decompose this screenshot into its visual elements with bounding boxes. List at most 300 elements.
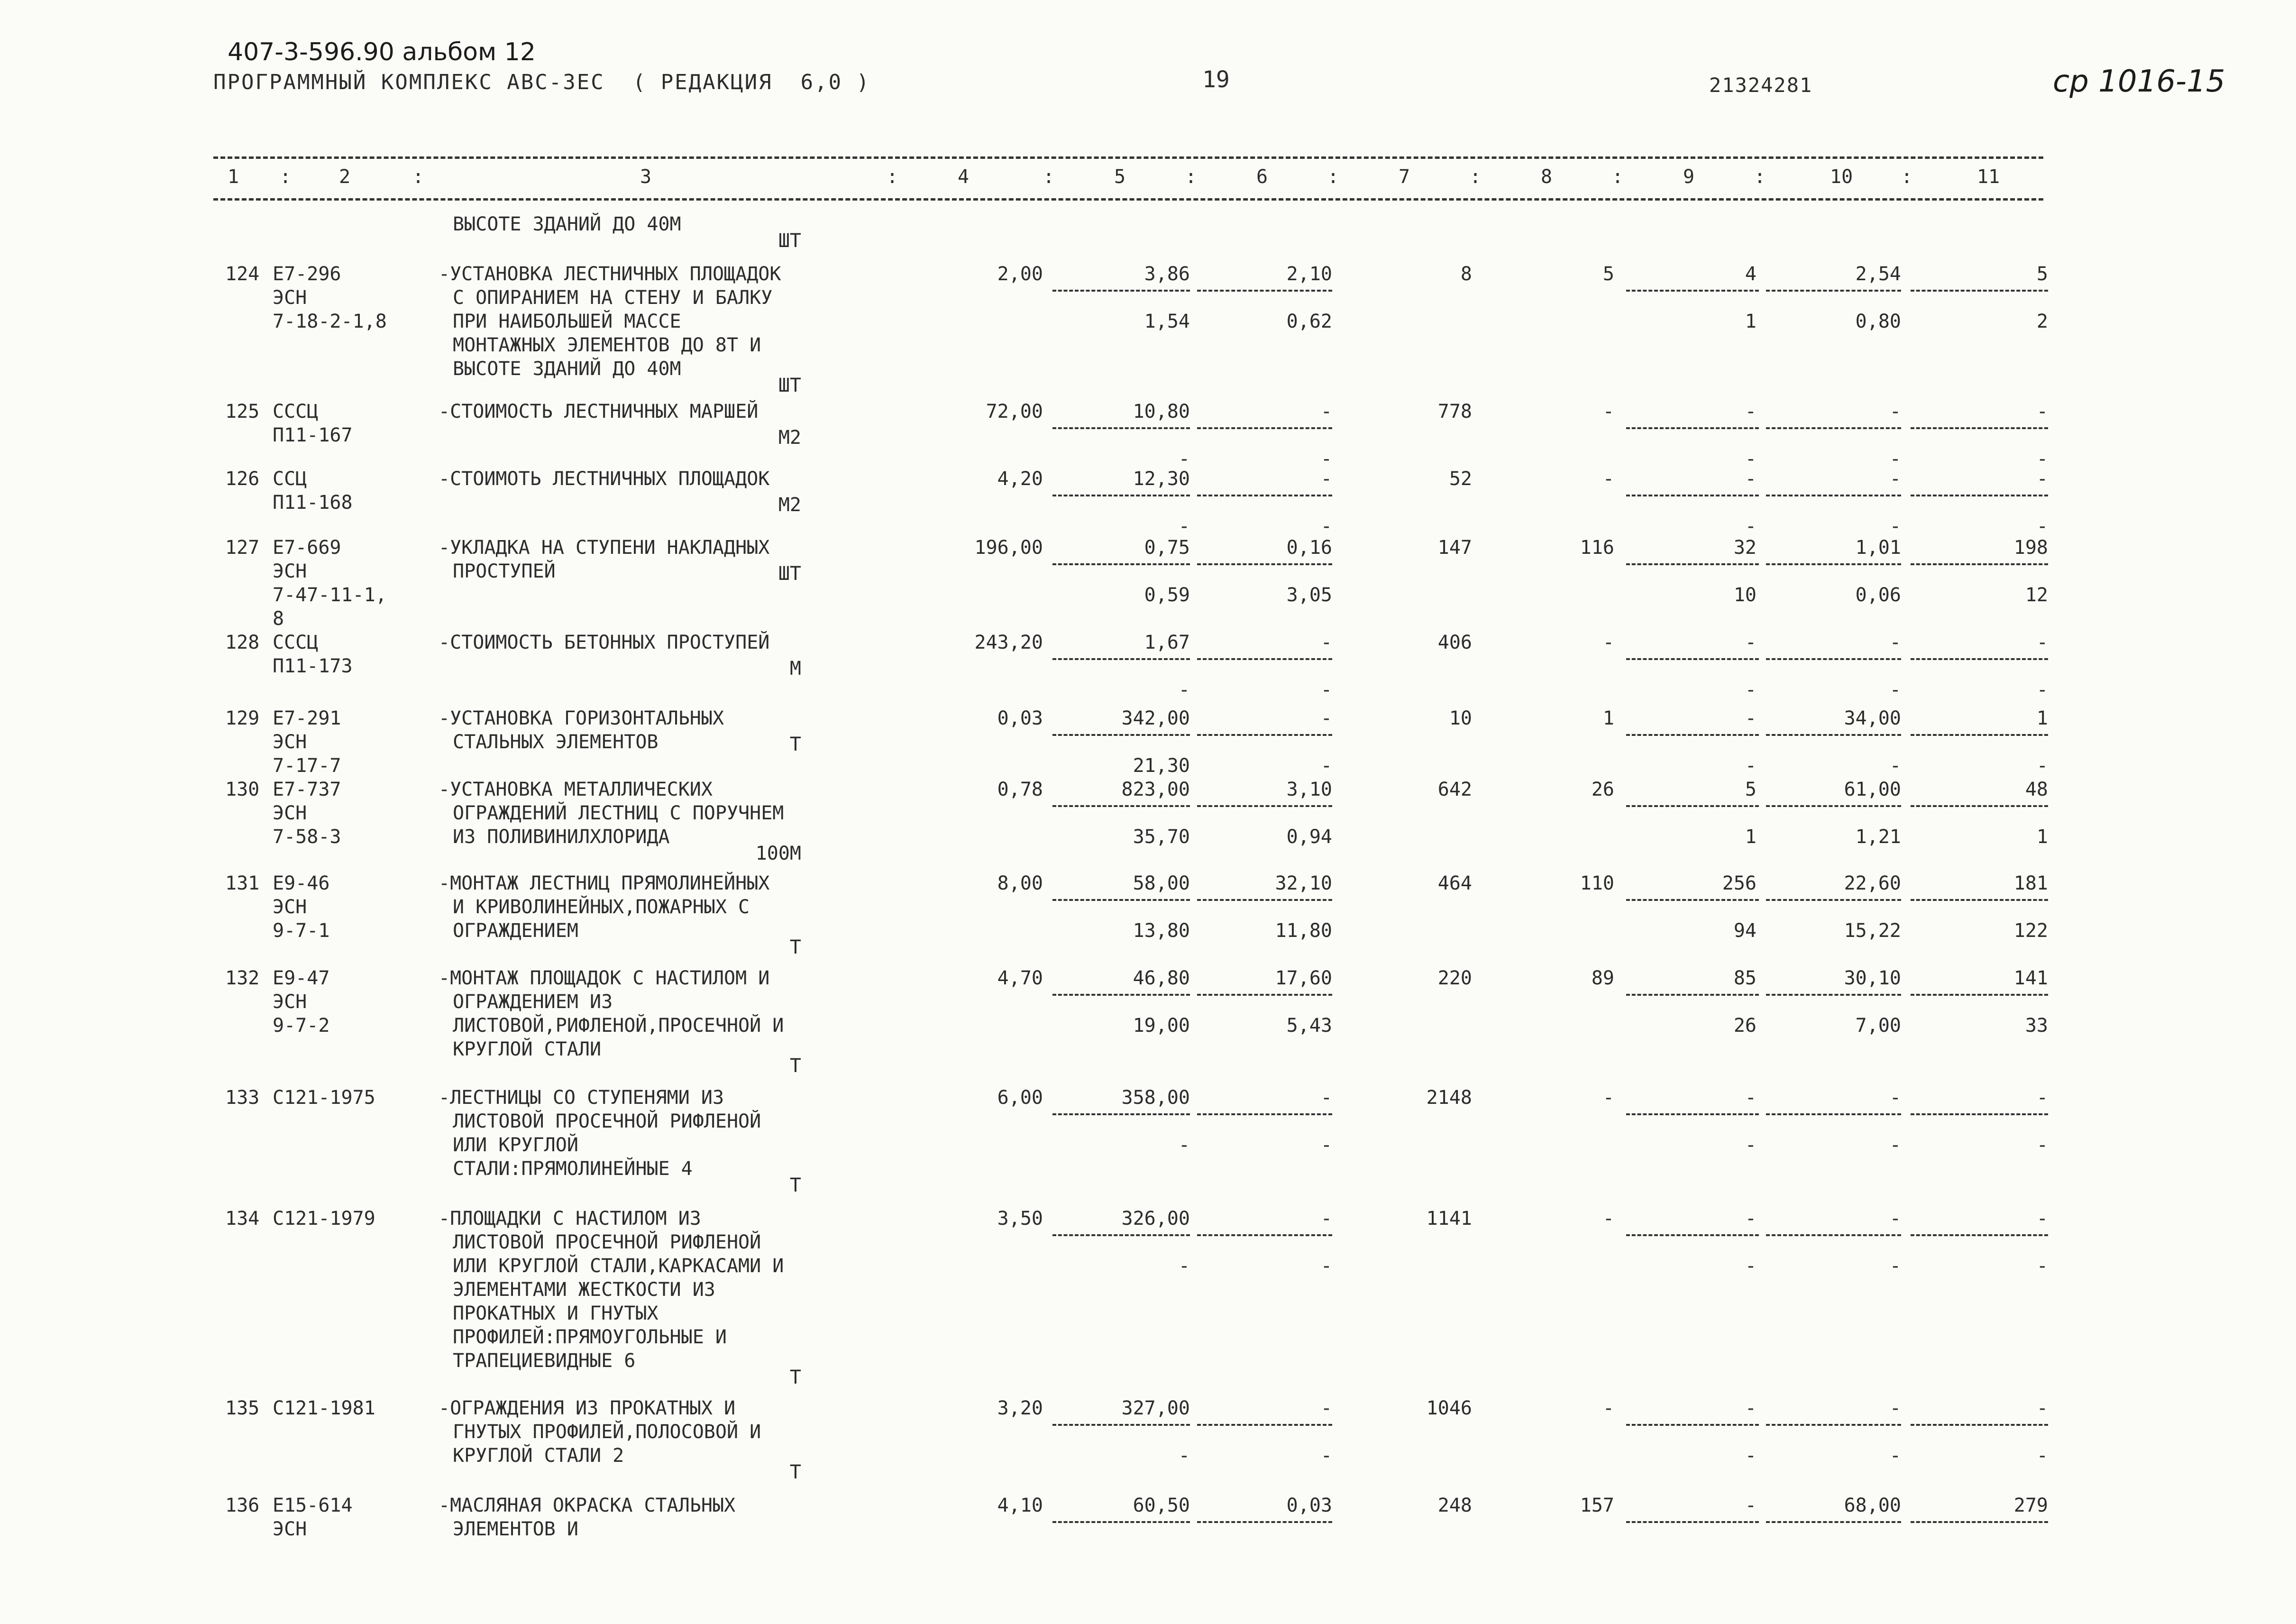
row-description: КРУГЛОЙ СТАЛИ bbox=[453, 1038, 602, 1060]
row-subvalue-c9b: - bbox=[1745, 1445, 1756, 1467]
row-description: -МОНТАЖ ПЛОЩАДОК С НАСТИЛОМ И bbox=[439, 967, 770, 989]
row-number: 124 bbox=[225, 263, 260, 285]
row-value-c8: 5 bbox=[1602, 263, 1614, 285]
cell-divider-dashes bbox=[1911, 563, 2048, 565]
row-subvalue-c11b: 122 bbox=[2013, 920, 2048, 942]
cell-divider-dashes bbox=[1626, 658, 1759, 660]
row-value-c5: 326,00 bbox=[1121, 1208, 1190, 1229]
row-description: ИЗ ПОЛИВИНИЛХЛОРИДА bbox=[453, 826, 670, 848]
row-value-c7: 2148 bbox=[1426, 1087, 1472, 1109]
cell-divider-dashes bbox=[1052, 1424, 1190, 1426]
row-value-c8: 157 bbox=[1580, 1495, 1614, 1516]
row-subvalue-c5b: 0,59 bbox=[1144, 584, 1190, 606]
cell-divider-dashes bbox=[1626, 899, 1759, 901]
row-value-c10: 68,00 bbox=[1844, 1495, 1901, 1516]
row-subvalue-c11b: - bbox=[2036, 755, 2048, 777]
row-description: ОГРАЖДЕНИЕМ bbox=[453, 920, 578, 942]
row-subvalue-c9b: - bbox=[1745, 679, 1756, 701]
row-value-c4: 72,00 bbox=[986, 401, 1043, 422]
cell-divider-dashes bbox=[1052, 290, 1190, 292]
row-unit: Т bbox=[789, 734, 801, 755]
row-value-c11: 279 bbox=[2013, 1495, 2048, 1516]
row-value-c11: 5 bbox=[2036, 263, 2048, 285]
row-description: ЭЛЕМЕНТАМИ ЖЕСТКОСТИ ИЗ bbox=[453, 1279, 715, 1301]
row-value-c4: 6,00 bbox=[997, 1087, 1043, 1109]
row-subvalue-c5b: - bbox=[1178, 448, 1190, 470]
cell-divider-dashes bbox=[1197, 563, 1332, 565]
row-subvalue-c5b: 19,00 bbox=[1133, 1015, 1190, 1037]
row-number: 125 bbox=[225, 401, 260, 422]
row-value-c5: 327,00 bbox=[1121, 1397, 1190, 1419]
row-subvalue-c6b: 11,80 bbox=[1275, 920, 1332, 942]
row-description: ПРОСТУПЕЙ bbox=[453, 560, 556, 582]
row-code: 9-7-2 bbox=[273, 1015, 330, 1037]
row-description: ОГРАЖДЕНИЕМ ИЗ bbox=[453, 991, 613, 1013]
cell-divider-dashes bbox=[1197, 1113, 1332, 1115]
cell-divider-dashes bbox=[1626, 1521, 1759, 1523]
cell-divider-dashes bbox=[1052, 1521, 1190, 1523]
row-subvalue-c9b: - bbox=[1745, 1134, 1756, 1156]
row-subvalue-c9b: - bbox=[1745, 755, 1756, 777]
row-subvalue-c11b: 2 bbox=[2036, 311, 2048, 332]
cell-divider-dashes bbox=[1911, 658, 2048, 660]
row-unit: ШТ bbox=[778, 375, 801, 396]
row-subvalue-c9b: - bbox=[1745, 1255, 1756, 1277]
row-subvalue-c6b: 0,94 bbox=[1286, 826, 1332, 848]
row-value-c8: 1 bbox=[1602, 707, 1614, 729]
row-value-c7: 10 bbox=[1449, 707, 1472, 729]
cell-divider-dashes bbox=[1197, 899, 1332, 901]
cell-divider-dashes bbox=[1626, 805, 1759, 807]
row-description: С ОПИРАНИЕМ НА СТЕНУ И БАЛКУ bbox=[453, 287, 773, 309]
row-value-c7: 1141 bbox=[1426, 1208, 1472, 1229]
row-subvalue-c11b: - bbox=[2036, 1445, 2048, 1467]
row-value-c10: 34,00 bbox=[1844, 707, 1901, 729]
col-separator: : bbox=[1185, 166, 1197, 188]
row-description: ОГРАЖДЕНИЙ ЛЕСТНИЦ С ПОРУЧНЕМ bbox=[453, 802, 784, 824]
row-value-c5: 342,00 bbox=[1121, 707, 1190, 729]
row-value-c10: 1,01 bbox=[1855, 537, 1901, 559]
row-value-c11: 181 bbox=[2013, 872, 2048, 894]
row-value-c10: 2,54 bbox=[1855, 263, 1901, 285]
col-separator: : bbox=[1327, 166, 1339, 188]
row-unit: Т bbox=[789, 1055, 801, 1077]
cell-divider-dashes bbox=[1626, 563, 1759, 565]
row-subvalue-c5b: - bbox=[1178, 1134, 1190, 1156]
row-subvalue-c5b: - bbox=[1178, 679, 1190, 701]
row-value-c11: 1 bbox=[2036, 707, 2048, 729]
row-subvalue-c6b: - bbox=[1320, 1134, 1332, 1156]
cell-divider-dashes bbox=[1911, 734, 2048, 736]
col-header-4: 4 bbox=[958, 166, 970, 188]
row-value-c10: - bbox=[1889, 1087, 1901, 1109]
cell-divider-dashes bbox=[1197, 994, 1332, 996]
row-code: СССЦ bbox=[273, 632, 319, 653]
cell-divider-dashes bbox=[1911, 994, 2048, 996]
row-value-c6: - bbox=[1320, 1208, 1332, 1229]
row-code: С121-1979 bbox=[273, 1208, 375, 1229]
row-code: Е7-737 bbox=[273, 779, 341, 800]
row-description: -УСТАНОВКА МЕТАЛЛИЧЕСКИХ bbox=[439, 779, 713, 800]
row-value-c5: 823,00 bbox=[1121, 779, 1190, 800]
row-subvalue-c9b: - bbox=[1745, 515, 1756, 537]
row-subvalue-c9b: 26 bbox=[1733, 1015, 1756, 1037]
row-code: 7-58-3 bbox=[273, 826, 341, 848]
row-code: СССЦ bbox=[273, 401, 319, 422]
row-code: П11-173 bbox=[273, 655, 353, 677]
row-value-c11: - bbox=[2036, 1397, 2048, 1419]
row-value-c10: - bbox=[1889, 632, 1901, 653]
cell-divider-dashes bbox=[1911, 290, 2048, 292]
row-description: -СТОИМОСТЬ БЕТОННЫХ ПРОСТУПЕЙ bbox=[439, 632, 770, 653]
row-value-c9: - bbox=[1745, 707, 1756, 729]
row-value-c7: 1046 bbox=[1426, 1397, 1472, 1419]
row-value-c4: 2,00 bbox=[997, 263, 1043, 285]
cell-divider-dashes bbox=[1911, 495, 2048, 496]
row-code: ССЦ bbox=[273, 468, 307, 490]
row-value-c11: - bbox=[2036, 401, 2048, 422]
row-description: -МОНТАЖ ЛЕСТНИЦ ПРЯМОЛИНЕЙНЫХ bbox=[439, 872, 770, 894]
row-unit: Т bbox=[789, 936, 801, 958]
row-code: С121-1975 bbox=[273, 1087, 375, 1109]
row-number: 129 bbox=[225, 707, 260, 729]
row-unit: Т bbox=[789, 1174, 801, 1196]
row-subvalue-c5b: 35,70 bbox=[1133, 826, 1190, 848]
cell-divider-dashes bbox=[1766, 994, 1901, 996]
row-code: Е9-47 bbox=[273, 967, 330, 989]
row-unit: Т bbox=[789, 1461, 801, 1483]
row-description: -УСТАНОВКА ЛЕСТНИЧНЫХ ПЛОЩАДОК bbox=[439, 263, 781, 285]
row-subvalue-c10b: 7,00 bbox=[1855, 1015, 1901, 1037]
cell-divider-dashes bbox=[1766, 427, 1901, 429]
row-subvalue-c5b: 1,54 bbox=[1144, 311, 1190, 332]
row-value-c6: - bbox=[1320, 1397, 1332, 1419]
cell-divider-dashes bbox=[1626, 495, 1759, 496]
row-value-c8: 116 bbox=[1580, 537, 1614, 559]
row-description: ВЫСОТЕ ЗДАНИЙ ДО 40М bbox=[453, 358, 681, 380]
row-value-c11: - bbox=[2036, 1087, 2048, 1109]
col-header-5: 5 bbox=[1114, 166, 1126, 188]
col-separator: : bbox=[1901, 166, 1913, 188]
row-subvalue-c10b: - bbox=[1889, 515, 1901, 537]
row-value-c4: 196,00 bbox=[974, 537, 1043, 559]
row-unit: М2 bbox=[778, 427, 801, 449]
row-value-c7: 464 bbox=[1437, 872, 1472, 894]
row-description: -ОГРАЖДЕНИЯ ИЗ ПРОКАТНЫХ И bbox=[439, 1397, 736, 1419]
col-header-7: 7 bbox=[1399, 166, 1410, 188]
row-value-c8: 89 bbox=[1591, 967, 1614, 989]
row-number: 136 bbox=[225, 1495, 260, 1516]
col-separator: : bbox=[1470, 166, 1482, 188]
row-description: МОНТАЖНЫХ ЭЛЕМЕНТОВ ДО 8Т И bbox=[453, 334, 761, 356]
cell-divider-dashes bbox=[1911, 899, 2048, 901]
row-subvalue-c5b: 21,30 bbox=[1133, 755, 1190, 777]
cell-divider-dashes bbox=[1197, 495, 1332, 496]
row-description: ЛИСТОВОЙ ПРОСЕЧНОЙ РИФЛЕНОЙ bbox=[453, 1231, 761, 1253]
cell-divider-dashes bbox=[1197, 290, 1332, 292]
row-value-c8: 110 bbox=[1580, 872, 1614, 894]
row-code: ЭСН bbox=[273, 731, 307, 753]
row-value-c6: - bbox=[1320, 1087, 1332, 1109]
row-description: СТАЛЬНЫХ ЭЛЕМЕНТОВ bbox=[453, 731, 659, 753]
row-subvalue-c11b: - bbox=[2036, 1255, 2048, 1277]
row-subvalue-c6b: - bbox=[1320, 448, 1332, 470]
row-subvalue-c10b: - bbox=[1889, 448, 1901, 470]
row-description: И КРИВОЛИНЕЙНЫХ,ПОЖАРНЫХ С bbox=[453, 896, 750, 918]
cell-divider-dashes bbox=[1626, 427, 1759, 429]
cell-divider-dashes bbox=[1052, 658, 1190, 660]
cell-divider-dashes bbox=[1052, 1113, 1190, 1115]
row-value-c9: 5 bbox=[1745, 779, 1756, 800]
row-value-c7: 778 bbox=[1437, 401, 1472, 422]
row-subvalue-c6b: - bbox=[1320, 679, 1332, 701]
row-subvalue-c11b: - bbox=[2036, 679, 2048, 701]
row-subvalue-c10b: 15,22 bbox=[1844, 920, 1901, 942]
row-value-c6: - bbox=[1320, 707, 1332, 729]
row-code: 7-17-7 bbox=[273, 755, 341, 777]
col-separator: : bbox=[412, 166, 424, 188]
row-description: -СТОИМОТЬ ЛЕСТНИЧНЫХ ПЛОЩАДОК bbox=[439, 468, 770, 490]
row-subvalue-c6b: 0,62 bbox=[1286, 311, 1332, 332]
row-unit: М bbox=[789, 658, 801, 679]
row-unit: Т bbox=[789, 1367, 801, 1388]
row-value-c9: - bbox=[1745, 401, 1756, 422]
row-value-c4: 4,20 bbox=[997, 468, 1043, 490]
document-number: 21324281 bbox=[1709, 73, 1813, 97]
row-description: -УСТАНОВКА ГОРИЗОНТАЛЬНЫХ bbox=[439, 707, 724, 729]
cell-divider-dashes bbox=[1766, 495, 1901, 496]
row-value-c7: 52 bbox=[1449, 468, 1472, 490]
row-value-c11: 141 bbox=[2013, 967, 2048, 989]
row-value-c5: 358,00 bbox=[1121, 1087, 1190, 1109]
row-value-c5: 46,80 bbox=[1133, 967, 1190, 989]
row-subvalue-c10b: 0,80 bbox=[1855, 311, 1901, 332]
cell-divider-dashes bbox=[1197, 427, 1332, 429]
cell-divider-dashes bbox=[1766, 1424, 1901, 1426]
cell-divider-dashes bbox=[1766, 899, 1901, 901]
row-value-c11: 198 bbox=[2013, 537, 2048, 559]
col-header-1: 1 bbox=[228, 166, 239, 188]
row-description: -ЛЕСТНИЦЫ СО СТУПЕНЯМИ ИЗ bbox=[439, 1087, 724, 1109]
cell-divider-dashes bbox=[1911, 805, 2048, 807]
row-description: ИЛИ КРУГЛОЙ СТАЛИ,КАРКАСАМИ И bbox=[453, 1255, 784, 1277]
row-number: 134 bbox=[225, 1208, 260, 1229]
row-value-c7: 147 bbox=[1437, 537, 1472, 559]
row-subvalue-c10b: - bbox=[1889, 679, 1901, 701]
row-description: -ПЛОЩАДКИ С НАСТИЛОМ ИЗ bbox=[439, 1208, 701, 1229]
row-value-c9: - bbox=[1745, 1208, 1756, 1229]
row-value-c7: 248 bbox=[1437, 1495, 1472, 1516]
row-value-c9: - bbox=[1745, 632, 1756, 653]
row-code: Е7-669 bbox=[273, 537, 341, 559]
row-value-c4: 3,20 bbox=[997, 1397, 1043, 1419]
row-value-c6: 2,10 bbox=[1286, 263, 1332, 285]
cell-divider-dashes bbox=[1052, 1234, 1190, 1236]
row-value-c6: 17,60 bbox=[1275, 967, 1332, 989]
row-number: 135 bbox=[225, 1397, 260, 1419]
row-value-c4: 4,70 bbox=[997, 967, 1043, 989]
row-value-c11: 48 bbox=[2025, 779, 2048, 800]
row-subvalue-c11b: - bbox=[2036, 515, 2048, 537]
row-description: СТАЛИ:ПРЯМОЛИНЕЙНЫЕ 4 bbox=[453, 1158, 693, 1180]
cell-divider-dashes bbox=[1197, 1234, 1332, 1236]
col-separator: : bbox=[887, 166, 898, 188]
row-subvalue-c6b: - bbox=[1320, 1445, 1332, 1467]
row-value-c11: - bbox=[2036, 1208, 2048, 1229]
row-value-c5: 12,30 bbox=[1133, 468, 1190, 490]
row-subvalue-c5b: - bbox=[1178, 515, 1190, 537]
row-unit: ШТ bbox=[778, 230, 801, 252]
cell-divider-dashes bbox=[1911, 1424, 2048, 1426]
row-subvalue-c6b: - bbox=[1320, 755, 1332, 777]
row-value-c11: - bbox=[2036, 468, 2048, 490]
row-number: 128 bbox=[225, 632, 260, 653]
row-subvalue-c10b: - bbox=[1889, 1445, 1901, 1467]
row-code: 9-7-1 bbox=[273, 920, 330, 942]
col-header-11: 11 bbox=[1977, 166, 2000, 188]
cell-divider-dashes bbox=[1626, 734, 1759, 736]
cell-divider-dashes bbox=[1626, 1113, 1759, 1115]
row-code: С121-1981 bbox=[273, 1397, 375, 1419]
row-unit: ШТ bbox=[778, 563, 801, 585]
row-value-c10: 30,10 bbox=[1844, 967, 1901, 989]
row-value-c10: 22,60 bbox=[1844, 872, 1901, 894]
cell-divider-dashes bbox=[1766, 734, 1901, 736]
row-code: ЭСН bbox=[273, 1518, 307, 1540]
row-unit: М2 bbox=[778, 494, 801, 516]
cell-divider-dashes bbox=[1197, 734, 1332, 736]
row-code: Е9-46 bbox=[273, 872, 330, 894]
row-subvalue-c10b: - bbox=[1889, 755, 1901, 777]
cell-divider-dashes bbox=[1052, 427, 1190, 429]
row-value-c8: - bbox=[1602, 1087, 1614, 1109]
row-description: ГНУТЫХ ПРОФИЛЕЙ,ПОЛОСОВОЙ И bbox=[453, 1421, 761, 1443]
cell-divider-dashes bbox=[1766, 805, 1901, 807]
row-subvalue-c9b: - bbox=[1745, 448, 1756, 470]
cell-divider-dashes bbox=[1911, 1113, 2048, 1115]
row-value-c8: - bbox=[1602, 1208, 1614, 1229]
row-code: Е7-296 bbox=[273, 263, 341, 285]
row-number: 126 bbox=[225, 468, 260, 490]
row-value-c4: 0,03 bbox=[997, 707, 1043, 729]
row-description: ЛИСТОВОЙ,РИФЛЕНОЙ,ПРОСЕЧНОЙ И bbox=[453, 1015, 784, 1037]
row-value-c10: - bbox=[1889, 1397, 1901, 1419]
col-header-8: 8 bbox=[1541, 166, 1553, 188]
row-number: 127 bbox=[225, 537, 260, 559]
row-value-c7: 8 bbox=[1460, 263, 1472, 285]
cell-divider-dashes bbox=[1766, 563, 1901, 565]
cell-divider-dashes bbox=[1766, 658, 1901, 660]
cell-divider-dashes bbox=[1197, 805, 1332, 807]
cell-divider-dashes bbox=[1052, 734, 1190, 736]
cell-divider-dashes bbox=[1911, 427, 2048, 429]
row-description: ПРОКАТНЫХ И ГНУТЫХ bbox=[453, 1303, 659, 1324]
row-subvalue-c11b: 33 bbox=[2025, 1015, 2048, 1037]
col-header-9: 9 bbox=[1683, 166, 1695, 188]
row-number: 132 bbox=[225, 967, 260, 989]
cell-divider-dashes bbox=[1766, 1113, 1901, 1115]
row-code: 7-18-2-1,8 bbox=[273, 311, 387, 332]
cell-divider-dashes bbox=[1197, 1521, 1332, 1523]
row-description: ЛИСТОВОЙ ПРОСЕЧНОЙ РИФЛЕНОЙ bbox=[453, 1110, 761, 1132]
cell-divider-dashes bbox=[1626, 290, 1759, 292]
row-description: ПРИ НАИБОЛЬШЕЙ МАССЕ bbox=[453, 311, 681, 332]
row-code: П11-167 bbox=[273, 424, 353, 446]
page-number: 19 bbox=[1202, 66, 1230, 93]
row-value-c10: - bbox=[1889, 468, 1901, 490]
col-separator: : bbox=[1612, 166, 1624, 188]
row-number: 133 bbox=[225, 1087, 260, 1109]
row-description: ИЛИ КРУГЛОЙ bbox=[453, 1134, 578, 1156]
col-separators: : bbox=[280, 166, 292, 188]
cell-divider-dashes bbox=[1052, 805, 1190, 807]
row-value-c9: - bbox=[1745, 1397, 1756, 1419]
program-title: ПРОГРАММНЫЙ КОМПЛЕКС АВС-3ЕС ( РЕДАКЦИЯ 6,0 ) bbox=[213, 70, 871, 94]
row-value-c10: - bbox=[1889, 401, 1901, 422]
cell-divider-dashes bbox=[1197, 1424, 1332, 1426]
row-value-c6: - bbox=[1320, 401, 1332, 422]
row-value-c8: - bbox=[1602, 1397, 1614, 1419]
row-subvalue-c6b: - bbox=[1320, 1255, 1332, 1277]
row-value-c9: - bbox=[1745, 1087, 1756, 1109]
row-value-c5: 60,50 bbox=[1133, 1495, 1190, 1516]
row-subvalue-c5b: 13,80 bbox=[1133, 920, 1190, 942]
row-code: 7-47-11-1, bbox=[273, 584, 387, 606]
row-code: Е15-614 bbox=[273, 1495, 353, 1516]
cell-divider-dashes bbox=[1766, 1234, 1901, 1236]
row-description: -СТОИМОСТЬ ЛЕСТНИЧНЫХ МАРШЕЙ bbox=[439, 401, 759, 422]
row-subvalue-c10b: - bbox=[1889, 1255, 1901, 1277]
row-number: 130 bbox=[225, 779, 260, 800]
row-description: ТРАПЕЦИЕВИДНЫЕ 6 bbox=[453, 1350, 636, 1372]
cell-divider-dashes bbox=[1626, 994, 1759, 996]
row-value-c6: - bbox=[1320, 632, 1332, 653]
row-unit: 100М bbox=[755, 843, 801, 864]
row-value-c11: - bbox=[2036, 632, 2048, 653]
row-code: 8 bbox=[273, 608, 284, 630]
row-code: Е7-291 bbox=[273, 707, 341, 729]
row-subvalue-c5b: - bbox=[1178, 1445, 1190, 1467]
row-subvalue-c9b: 94 bbox=[1733, 920, 1756, 942]
row-value-c6: 32,10 bbox=[1275, 872, 1332, 894]
row-value-c6: - bbox=[1320, 468, 1332, 490]
cell-divider-dashes bbox=[1911, 1521, 2048, 1523]
cell-divider-dashes bbox=[1197, 658, 1332, 660]
row-description: ВЫСОТЕ ЗДАНИЙ ДО 40М bbox=[453, 213, 681, 235]
row-code: ЭСН bbox=[273, 287, 307, 309]
row-subvalue-c9b: 1 bbox=[1745, 311, 1756, 332]
row-subvalue-c6b: 5,43 bbox=[1286, 1015, 1332, 1037]
row-number: 131 bbox=[225, 872, 260, 894]
row-value-c8: - bbox=[1602, 468, 1614, 490]
row-subvalue-c9b: 1 bbox=[1745, 826, 1756, 848]
cell-divider-dashes bbox=[1626, 1234, 1759, 1236]
col-header-3: 3 bbox=[640, 166, 652, 188]
row-value-c9: 256 bbox=[1722, 872, 1756, 894]
album-title: 407-3-596.90 альбом 12 bbox=[228, 38, 536, 66]
row-value-c9: - bbox=[1745, 468, 1756, 490]
cell-divider-dashes bbox=[1911, 1234, 2048, 1236]
row-code: П11-168 bbox=[273, 492, 353, 514]
row-subvalue-c10b: 1,21 bbox=[1855, 826, 1901, 848]
row-value-c7: 220 bbox=[1437, 967, 1472, 989]
row-subvalue-c9b: 10 bbox=[1733, 584, 1756, 606]
row-value-c4: 8,00 bbox=[997, 872, 1043, 894]
cell-divider-dashes bbox=[1626, 1424, 1759, 1426]
cell-divider-dashes bbox=[1052, 994, 1190, 996]
row-subvalue-c11b: - bbox=[2036, 448, 2048, 470]
row-subvalue-c6b: 3,05 bbox=[1286, 584, 1332, 606]
